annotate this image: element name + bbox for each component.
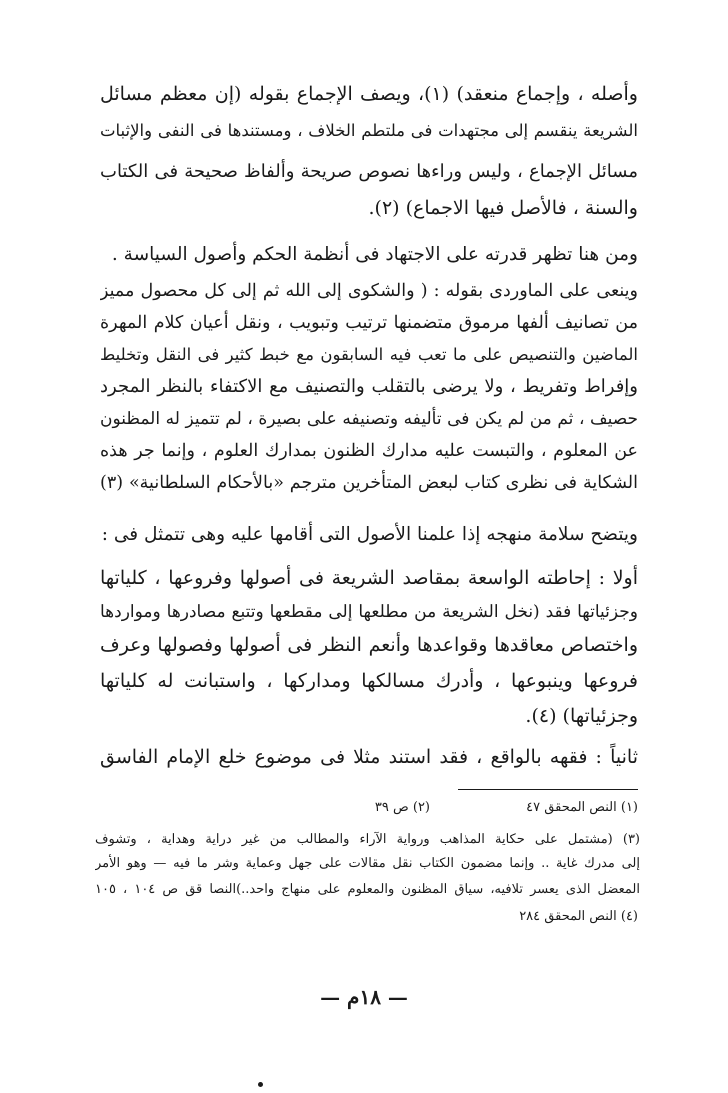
footnote-2: (٢) ص ٣٩ — [374, 800, 430, 815]
body-line: ثانياً : فقهه بالواقع ، فقد استند مثلا فى موضوع خلع الإمام الفاسق — [100, 746, 638, 768]
body-line: وجزئياتها) (٤). — [525, 705, 638, 727]
body-line: ويتضح سلامة منهجه إذا علمنا الأصول التى أقامها عليه وهى تتمثل فى : — [101, 524, 638, 545]
body-line: مسائل الإجماع ، وليس وراءها نصوص صريحة وألفاظ صحيحة فى الكتاب — [100, 161, 638, 182]
body-line: وأصله ، وإجماع منعقد) (١)، ويصف الإجماع بقوله (إن معظم مسائل — [100, 83, 638, 105]
page-number: — ١٨م — — [320, 985, 408, 1009]
body-line: وجزئياتها فقد (نخل الشريعة من مطلعها إلى مقطعها وتتبع مصادرها ومواردها — [100, 602, 638, 622]
body-line: ومن هنا تظهر قدرته على الاجتهاد فى أنظمة الحكم وأصول السياسة . — [111, 244, 638, 265]
footnote-3-line: إلى مدرك غاية .. وإنما مضمون الكتاب نقل مقالات على جهل وعماية وشر ما فيه — وهو الأمر — [95, 856, 640, 871]
body-line: والسنة ، فالأصل فيها الاجماع) (٢). — [368, 197, 638, 219]
body-line: الشريعة ينقسم إلى مجتهدات فى ملتطم الخلاف ، ومستندها فى النفى والإثبات — [100, 121, 638, 140]
footnote-divider — [458, 789, 638, 790]
body-line: الشكاية فى نظرى كتاب لبعض المتأخرين مترجم «بالأحكام السلطانية» (٣) — [100, 473, 638, 493]
body-line: واختصاص معاقدها وقواعدها وأنعم النظر فى أصولها وفصولها وعرف — [100, 634, 638, 656]
body-line: وإفراط وتفريط ، ولا يرضى بالتقلب والتصنيف مع الاكتفاء بالنظر المجرد — [100, 376, 638, 397]
footnote-3-line: المعضل الذى يعسر تلافيه، سياق المظنون والمعلوم على منهاج واحد..)النصا قق ص ١٠٤ ، ١٠٥ — [95, 882, 640, 897]
body-line: فروعها وينبوعها ، وأدرك مسالكها ومداركها ، واستبانت له كلياتها — [100, 670, 638, 692]
footnote-1: (١) النص المحقق ٤٧ — [526, 800, 638, 815]
footnote-4: (٤) النص المحقق ٢٨٤ — [519, 909, 638, 924]
body-line: عن المعلوم ، والتبست عليه مدارك الظنون بمدارك العلوم ، وإنما جر هذه — [100, 441, 638, 461]
footnote-3-line: (٣) (مشتمل على حكاية المذاهب ورواية الآراء والمطالب من غير دراية وهداية ، وتشوف — [95, 832, 640, 847]
body-line: أولا : إحاطته الواسعة بمقاصد الشريعة فى أصولها وفروعها ، كلياتها — [100, 567, 638, 589]
body-line: وينعى على الماوردى بقوله : ( والشكوى إلى الله ثم إلى كل محصول مميز — [100, 281, 638, 301]
body-line: من تصانيف ألفها مرموق متضمنها ترتيب وتبويب ، ونقل أعيان كلام المهرة — [100, 313, 638, 333]
body-line: حصيف ، ثم من لم يكن فى تأليفه وتصنيفه على بصيرة ، لم تتميز له المظنون — [100, 409, 638, 429]
scan-speck — [258, 1082, 263, 1087]
body-line: الماضين والتنصيص على ما تعب فيه السابقون مع خبط كثير فى النقل وتخليط — [100, 345, 638, 364]
